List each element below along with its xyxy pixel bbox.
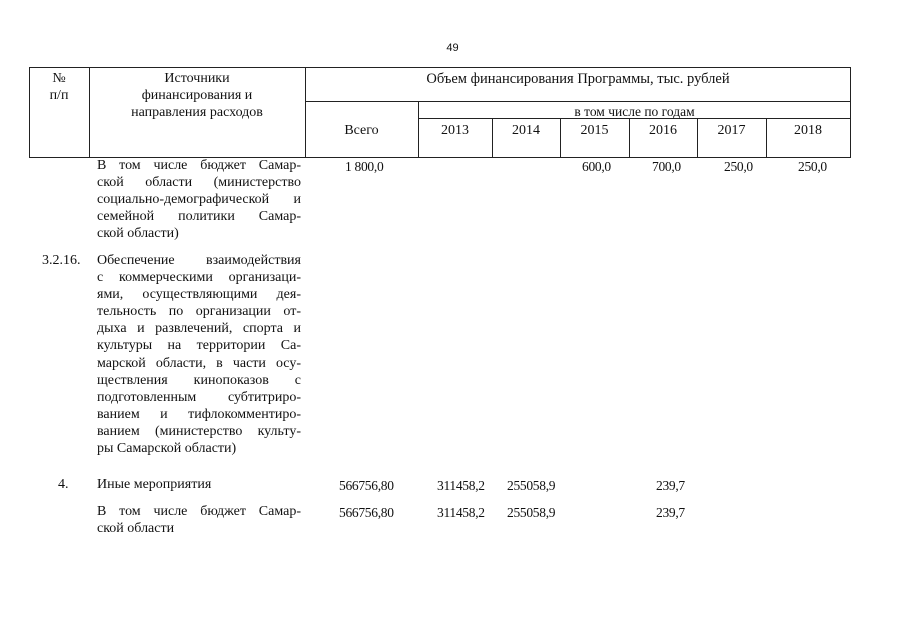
header-year-2017: 2017 bbox=[717, 123, 746, 138]
row2-text-line-6: культуры на территории Са- bbox=[97, 338, 301, 353]
header-num-line-2: п/п bbox=[49, 88, 69, 103]
row2-text-line-2: с коммерческими организаци- bbox=[97, 270, 301, 285]
header-funding-title: Объем финансирования Программы, тыс. рублей bbox=[426, 71, 730, 87]
row4-2016: 239,7 bbox=[656, 505, 685, 520]
row1-text-line-1: В том числе бюджет Самар- bbox=[97, 158, 301, 173]
header-by-years: в том числе по годам bbox=[574, 104, 695, 119]
row3-2014: 255058,9 bbox=[507, 478, 556, 493]
row2-num: 3.2.16. bbox=[42, 253, 81, 268]
row1-2018: 250,0 bbox=[798, 159, 827, 174]
row4-text-line-2: ской области bbox=[97, 521, 175, 536]
row1-text-line-5: ской области) bbox=[97, 226, 179, 241]
header-source-line-1: Источники bbox=[164, 71, 230, 86]
row4-total: 566756,80 bbox=[339, 505, 394, 520]
row1-text-line-3: социально-демографической и bbox=[97, 192, 301, 207]
row3-2016: 239,7 bbox=[656, 478, 685, 493]
row2-text-line-12: ры Самарской области) bbox=[97, 441, 237, 456]
row1-2016: 700,0 bbox=[652, 159, 681, 174]
row2-text-line-5: дыха и развлечений, спорта и bbox=[97, 321, 301, 336]
row1-text-line-4: семейной политики Самар- bbox=[97, 209, 301, 224]
row3-text-line-1: Иные мероприятия bbox=[97, 477, 212, 492]
row2-text-line-8: ществления кинопоказов с bbox=[97, 373, 301, 388]
header-year-2014: 2014 bbox=[512, 123, 540, 138]
row1-2015: 600,0 bbox=[582, 159, 611, 174]
row3-total: 566756,80 bbox=[339, 478, 394, 493]
row2-text-line-7: марской области, в части осу- bbox=[97, 356, 301, 371]
funding-subheader-line bbox=[305, 101, 851, 102]
page-number: 49 bbox=[446, 42, 459, 54]
row2-text-line-1: Обеспечение взаимодействия bbox=[97, 253, 301, 268]
header-year-2018: 2018 bbox=[794, 123, 822, 138]
row3-2013: 311458,2 bbox=[437, 478, 485, 493]
row3-num: 4. bbox=[58, 477, 69, 492]
row4-2013: 311458,2 bbox=[437, 505, 485, 520]
row1-text-line-2: ской области (министерство bbox=[97, 175, 301, 190]
row1-2017: 250,0 bbox=[724, 159, 753, 174]
row2-text-line-9: подготовленным субтитриро- bbox=[97, 390, 301, 405]
row1-total: 1 800,0 bbox=[345, 159, 384, 174]
row2-text-line-4: тельность по организации от- bbox=[97, 304, 301, 319]
header-num-line-1: № bbox=[52, 71, 66, 86]
row2-text-line-3: ями, осуществляющими дея- bbox=[97, 287, 301, 302]
row2-text-line-11: ванием (министерство культу- bbox=[97, 424, 301, 439]
header-total: Всего bbox=[344, 123, 379, 138]
row2-text-line-10: ванием и тифлокомментиро- bbox=[97, 407, 301, 422]
row4-text-line-1: В том числе бюджет Самар- bbox=[97, 504, 301, 519]
header-source-line-3: направления расходов bbox=[131, 105, 263, 120]
table-top-border bbox=[29, 67, 851, 68]
row4-2014: 255058,9 bbox=[507, 505, 556, 520]
header-year-2016: 2016 bbox=[649, 123, 677, 138]
header-source-line-2: финансирования и bbox=[141, 88, 253, 103]
header-year-2013: 2013 bbox=[441, 123, 469, 138]
header-year-2015: 2015 bbox=[580, 123, 609, 138]
